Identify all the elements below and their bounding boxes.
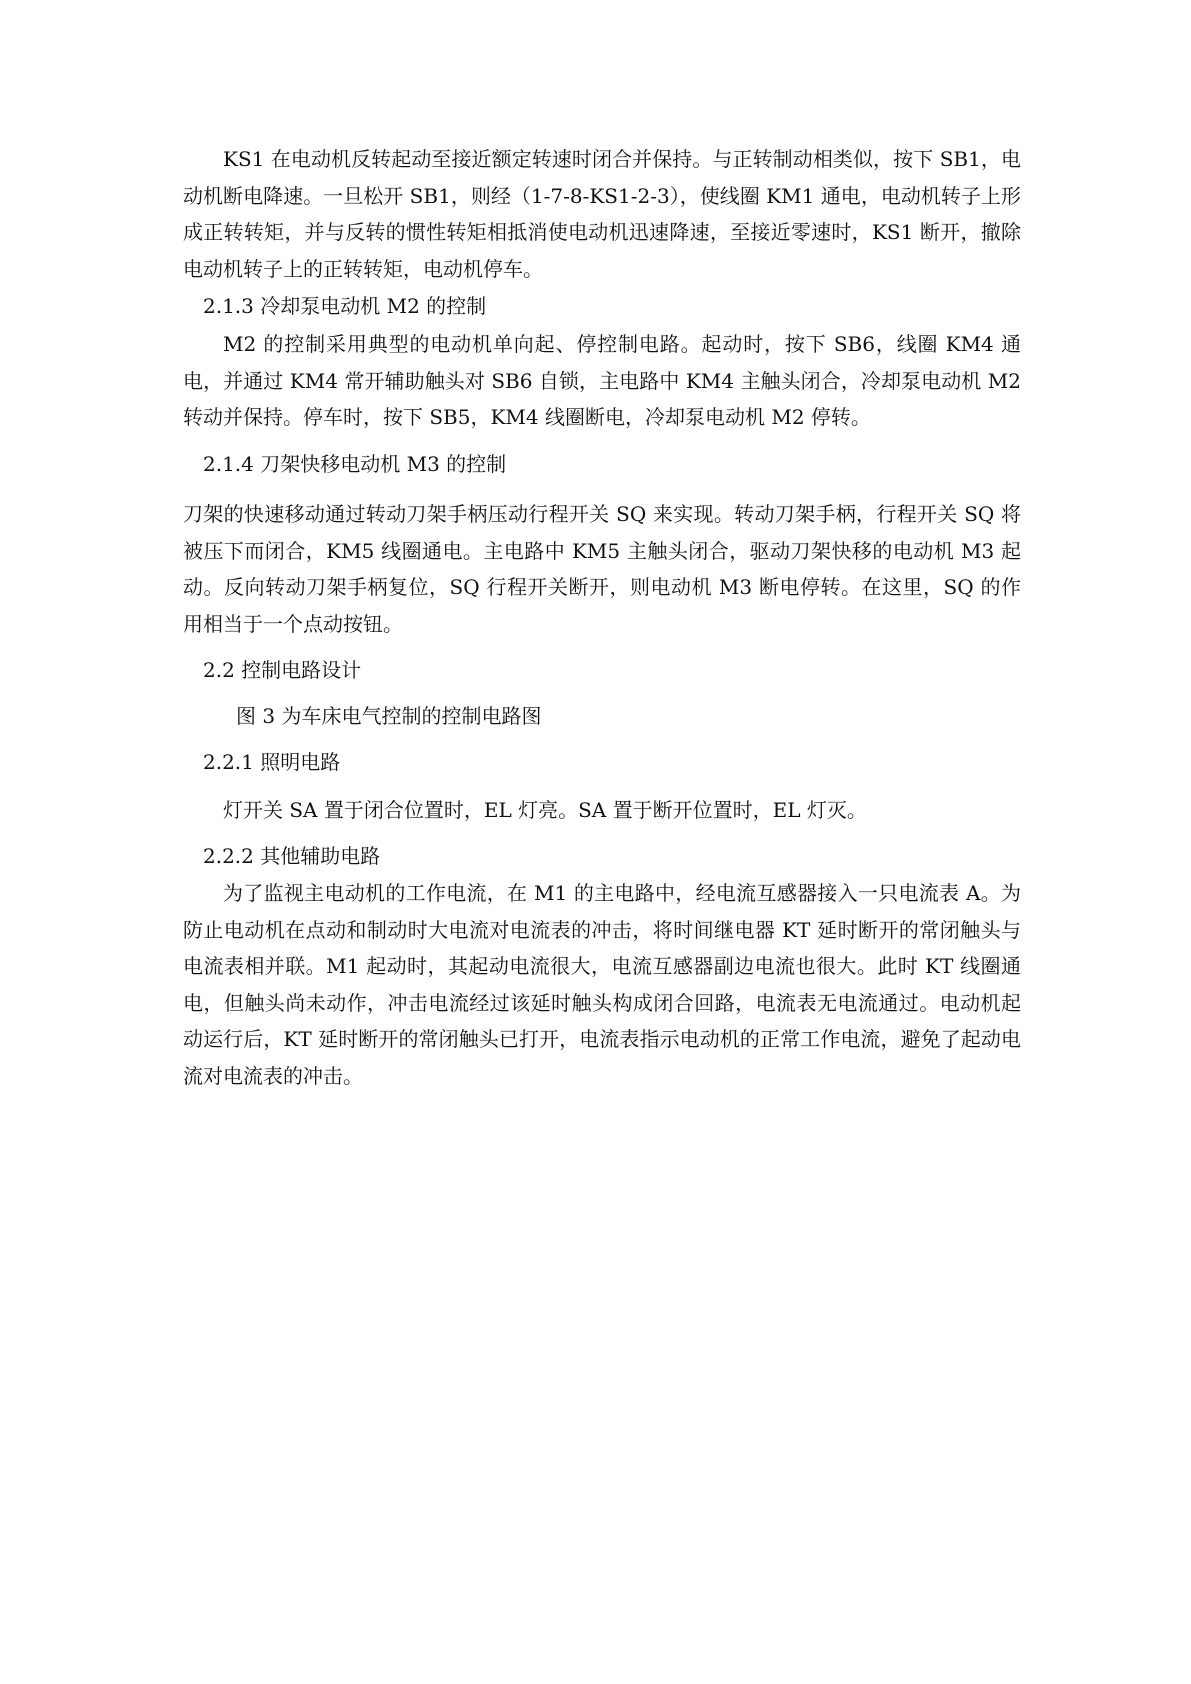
section-heading-2-1-3: 2.1.3 冷却泵电动机 M2 的控制 [203,294,487,318]
figure-reference-text: 图 3 为车床电气控制的控制电路图 [236,704,542,728]
paragraph-m3-control: 刀架的快速移动通过转动刀架手柄压动行程开关 SQ 来实现。转动刀架手柄，行程开关 SQ 将被压下而闭合，KM5 线圈通电。主电路中 KM5 主触头闭合，驱动刀架快移的电动机 M3 起动。反向转动刀架手柄复位，SQ 行程开关断开，则电动机 M3 断电停转。在这里，SQ 的作用相当于一个点动按钮。 [183,502,1021,636]
section-heading-2-2-1: 2.2.1 照明电路 [203,750,341,774]
section-heading-2-1-4: 2.1.4 刀架快移电动机 M3 的控制 [203,452,507,476]
paragraph-lighting-circuit: 灯开关 SA 置于闭合位置时，EL 灯亮。SA 置于断开位置时，EL 灯灭。 [223,798,867,822]
paragraph-m2-control: M2 的控制采用典型的电动机单向起、停控制电路。起动时，按下 SB6，线圈 KM4 通电，并通过 KM4 常开辅助触头对 SB6 自锁，主电路中 KM4 主触头闭合，冷却泵电动机 M2 转动并保持。停车时，按下 SB5，KM4 线圈断电，冷却泵电动机 M2 停转。 [183,332,1028,429]
paragraph-ks1-reverse-braking: KS1 在电动机反转起动至接近额定转速时闭合并保持。与正转制动相类似，按下 SB1，电动机断电降速。一旦松开 SB1，则经（1-7-8-KS1-2-3），使线圈 KM1 通电，电动机转子上形成正转转矩，并与反转的惯性转矩相抵消使电动机迅速降速，至接近零速时，KS1 断开，撤除电动机转子上的正转转矩，电动机停车。 [183,147,1021,281]
section-heading-2-2: 2.2 控制电路设计 [203,658,362,682]
paragraph-auxiliary-circuit: 为了监视主电动机的工作电流，在 M1 的主电路中，经电流互感器接入一只电流表 A。为防止电动机在点动和制动时大电流对电流表的冲击，将时间继电器 KT 延时断开的常闭触头与电流表相并联。M1 起动时，其起动电流很大，电流互感器副边电流也很大。此时 KT 线圈通电，但触头尚未动作，冲击电流经过该延时触头构成闭合回路，电流表无电流通过。电动机起动运行后，KT 延时断开的常闭触头已打开，电流表指示电动机的正常工作电流，避免了起动电流对电流表的冲击。 [183,881,1021,1088]
section-heading-2-2-2: 2.2.2 其他辅助电路 [203,844,381,868]
